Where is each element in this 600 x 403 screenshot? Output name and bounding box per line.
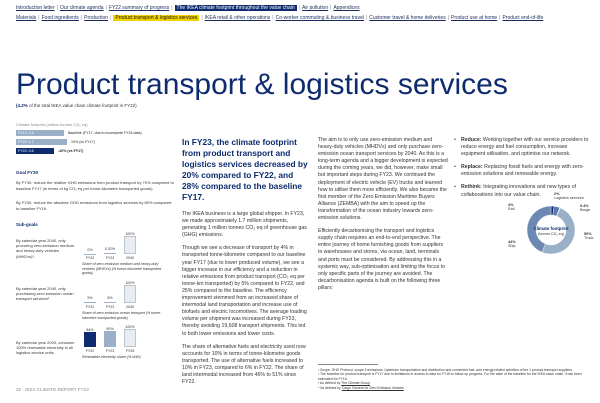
mini-bar bbox=[104, 302, 116, 304]
nav-separator: | bbox=[80, 15, 83, 21]
text-column-3 bbox=[318, 137, 448, 298]
footprint-bar-label: FY22: 0.6 bbox=[18, 148, 34, 153]
footnote-2: ² The baseline for product transport is FY17 due to limitations in access to data for FY16 to follow up progress. For the sake of the baseline for the IKEA value chain, it has been estimated for FY16. bbox=[318, 372, 582, 381]
donut-center-title: Climate footprint bbox=[533, 226, 569, 231]
footprint-bar-note: Baseline (FY17, due to incomplete FY16 data) bbox=[68, 130, 142, 135]
footnote-prefix: ³ As defined by bbox=[318, 381, 342, 386]
footnote-1: ¹ Scope: GHG Protocol, scope 3 emissions: Upstream transportation and distribution and connected fuel- and energy-related activities of tier 1 product transport suppliers. bbox=[318, 368, 573, 372]
donut-label-rail bbox=[508, 203, 515, 212]
subgoal-caption-3: Renewable electricity share (% kWh) bbox=[82, 355, 141, 359]
nav-separator: | bbox=[298, 5, 300, 11]
goal-text-2: By FY30, reduce the absolute GHG emissions from logistics services by 80% compared to baseline FY19. bbox=[16, 200, 172, 211]
goal-heading: Goal FY30 bbox=[16, 170, 39, 175]
footprint-bar bbox=[16, 148, 54, 154]
donut-label-ship bbox=[508, 240, 516, 249]
lead-paragraph: In FY23, the climate footprint from product transport and logistics services decreased by 20% compared to FY22, and 28% compared to the baseline FY17. bbox=[182, 137, 308, 202]
sub-nav-link[interactable]: Co-worker commuting & business travel bbox=[275, 15, 364, 21]
nav-separator: | bbox=[171, 5, 173, 11]
subgoal-text-3: By calendar year 2025, consume 100% renewable electricity in all logistics service units. bbox=[16, 340, 75, 356]
sub-nav-link[interactable]: Production bbox=[84, 15, 109, 21]
mini-value: 100% bbox=[125, 325, 135, 329]
mini-category: FY22 bbox=[85, 349, 95, 353]
link-cozev[interactable]: Cargo Owners for Zero Emission Vessels bbox=[341, 385, 404, 390]
footprint-row-fy23 bbox=[16, 148, 176, 155]
nav-separator: | bbox=[447, 15, 450, 21]
top-nav-link[interactable]: Appendices bbox=[333, 5, 360, 11]
mini-bar bbox=[104, 331, 116, 347]
donut-center-subtitle: (tonnes CO₂ eq) bbox=[538, 232, 564, 236]
body-paragraph: Though we see a decrease of transport by 4% in transported tonne-kilometre compared to our baseline year FY17 (due to lower produced volume), we see a bigger increase in our efficiency and a reduction in relative emissions from product transport (CO₂ eq per tonne-km transported) by 5% compared to FY22, and 25% compared to the baseline. The efficiency improvement stemmed from an increased share of intermodal land transportation and increase use of biofuels and electric locomotives. The average loading volume per shipment was increased during FY23, thereby avoiding 19,608 transport shipments. This led to both lower emissions and lower costs. bbox=[182, 245, 307, 337]
pillar-title: Reduce: bbox=[461, 137, 482, 143]
nav-separator: | bbox=[499, 15, 501, 21]
subgoal-caption-2: Share of zero-emission ocean transport (% tonne-kilometre transported goods) bbox=[82, 311, 162, 320]
mini-value: 100% bbox=[125, 232, 135, 236]
sub-nav-link[interactable]: Product end-of-life bbox=[502, 15, 544, 21]
top-nav-link[interactable]: Air pollution bbox=[301, 5, 329, 11]
mini-value: 8% bbox=[107, 296, 113, 300]
sub-navigation bbox=[16, 14, 596, 22]
nav-separator: | bbox=[365, 15, 368, 21]
footprint-bar-note: -20% (vs FY17) bbox=[58, 148, 84, 153]
footnote-4 bbox=[318, 386, 594, 390]
nav-separator: | bbox=[105, 5, 107, 11]
top-nav-link[interactable]: Our climate agenda bbox=[59, 5, 104, 11]
subgoal-caption-1: Share of zero-emission medium and heavy-duty vehicles (MHDVs) (% tonne-kilometre transported goods) bbox=[82, 262, 162, 276]
mini-category: FY23 bbox=[105, 349, 115, 353]
subtitle-percentage: (4.2% bbox=[16, 103, 28, 108]
footprint-row-fy22 bbox=[16, 139, 176, 146]
footprint-bar bbox=[16, 130, 64, 136]
donut-label-name: Truck bbox=[584, 236, 594, 241]
nav-separator: | bbox=[330, 5, 332, 11]
footprint-bar-label: FY17: 1.6 bbox=[18, 130, 34, 135]
nav-separator: | bbox=[56, 5, 58, 11]
donut-label-pct: 50% bbox=[584, 232, 592, 236]
main-column bbox=[182, 137, 310, 392]
donut-label-pct: 44% bbox=[508, 240, 516, 244]
pillar-title: Rethink: bbox=[461, 184, 482, 191]
donut-label-logistics bbox=[554, 192, 584, 201]
footprint-bar bbox=[16, 139, 67, 145]
mini-bar bbox=[124, 329, 136, 347]
pillar-text: Working together with our service providers to reduce energy and fuel consumption, increase equipment utilisation, and optimise our network. bbox=[461, 137, 589, 158]
footprint-row-fy17 bbox=[16, 130, 176, 137]
mini-value: 100% bbox=[125, 281, 135, 285]
mini-bar bbox=[124, 236, 136, 254]
nav-separator: | bbox=[110, 15, 112, 21]
top-nav-link[interactable]: Introduction letter bbox=[16, 5, 55, 11]
pillar-text: Integrating innovations and new types of collaborations into our value chain. bbox=[461, 184, 577, 198]
donut-label-barge bbox=[580, 204, 590, 213]
donut-label-truck bbox=[584, 232, 593, 241]
footprint-bar-chart bbox=[16, 130, 176, 157]
mini-bar bbox=[84, 302, 96, 303]
donut-label-pct: 2% bbox=[554, 192, 560, 196]
page-subtitle bbox=[16, 103, 137, 108]
mini-category: FY23 bbox=[105, 305, 115, 309]
sub-nav-link[interactable]: Customer travel & home deliveries bbox=[369, 15, 446, 21]
subgoal-text-1: By calendar year 2040, only procuring zero-emission medium and heavy-duty vehicles (MHDVs)¹. bbox=[16, 238, 75, 259]
pillar-reduce bbox=[454, 137, 589, 158]
donut-svg bbox=[506, 190, 596, 268]
sub-nav-link[interactable]: IKEA retail & other operations bbox=[204, 15, 271, 21]
top-nav-link[interactable]: FY22 summary of progress bbox=[108, 5, 170, 11]
footprint-chart-heading: Climate footprint (million tonnes CO₂ eq) bbox=[16, 122, 88, 127]
link-climate-group[interactable]: The Climate Group bbox=[341, 381, 370, 386]
footnotes bbox=[318, 368, 594, 390]
subgoal-chart-2 bbox=[82, 281, 152, 309]
footprint-bar-label: FY22: 1.7 bbox=[18, 139, 34, 144]
mini-value: 0.32% bbox=[104, 247, 116, 251]
footnote-prefix: ⁴ As defined by bbox=[318, 385, 342, 390]
body-paragraph: The IKEA business is a large global shipper. In FY23, we made approximately 1.7 million shipments, generating 1 million tonnes CO₂ eq of greenhouse gas (GHG) emissions. bbox=[182, 211, 307, 239]
mini-bar bbox=[84, 254, 96, 255]
mini-value: 90% bbox=[106, 327, 114, 331]
footprint-donut-chart bbox=[506, 190, 596, 268]
footprint-bar-note: 10% (vs FY17) bbox=[71, 139, 95, 144]
subgoals-heading: Sub-goals bbox=[16, 222, 38, 227]
pillar-text: Replacing fossil fuels and energy with zero-emission solutions and renewable energy. bbox=[461, 164, 585, 178]
goal-text-1: By FY30, reduce the relative GHG emissions from product transport by 70% compared to baseline FY17 (in terms of kg CO₂ eq per tonne-kilometre transported goods). bbox=[16, 180, 174, 191]
page-footer: 32 · IKEA CLIMATE REPORT FY23 bbox=[16, 387, 89, 392]
mini-value: 0% bbox=[87, 248, 93, 252]
body-paragraph: Efficiently decarbonising the transport and logistics supply chain requires an end-to-end perspective. The entire journey of home furnishing goods from suppliers to warehouses and stores, via ocean, land, terminals and ports must be considered. By addressing this in a systemic way, sub-optimisation and limiting the focus to only specific parts of the journey are avoided. The decarbonisation agenda is built on the following three pillars: bbox=[318, 228, 446, 291]
subgoal-chart-1 bbox=[82, 232, 152, 260]
sub-nav-link[interactable]: Materials bbox=[16, 15, 37, 21]
mini-bar bbox=[84, 332, 96, 347]
mini-category: FY22 bbox=[85, 305, 95, 309]
mini-category: FY22 bbox=[85, 256, 95, 260]
body-paragraph: The aim is to only use zero-emission medium and heavy-duty vehicles (MHDVs) and only purchase zero-emission ocean transport services by 2040. As this is a long-term agenda and a bigger development is expected during the coming years, we did, however, make small but important steps during FY23. We continued the deployment of electric vehicle (EV) trucks and learned how to utilise them more efficiently. We also became the first member of the Zero Emission Maritime Buyers Alliance (ZEMBA) with the aim to speed up the transformation of the ocean industry towards zero-emission solutions. bbox=[318, 137, 448, 222]
mini-bar bbox=[124, 285, 136, 303]
mini-category: 2040 bbox=[126, 305, 134, 309]
mini-category: 2040 bbox=[126, 256, 134, 260]
mini-value: 5% bbox=[87, 296, 93, 300]
subgoal-text-2: By calendar year 2040, only purchasing zero-emission ocean transport services². bbox=[16, 286, 74, 302]
donut-label-name: Rail bbox=[508, 207, 515, 212]
body-paragraph: The share of alternative fuels and electricity used now accounts for 10% in terms of tonne-kilometre goods transported. The use of alternative fuels increased to 10% in FY23, compared to 6% in FY22. The share of land intermodal increased from 46% to 51% since FY22. bbox=[182, 343, 306, 386]
donut-label-pct: 0.4% bbox=[580, 204, 589, 208]
nav-separator: | bbox=[38, 15, 40, 21]
sub-nav-link[interactable]: Product use at home bbox=[451, 15, 498, 21]
sub-nav-link[interactable]: Food ingredients bbox=[41, 15, 79, 21]
mini-category: FY23 bbox=[105, 256, 115, 260]
top-navigation bbox=[16, 4, 596, 12]
donut-label-pct: 4% bbox=[508, 203, 514, 207]
pillar-title: Replace: bbox=[461, 164, 483, 171]
subtitle-text: of the total IKEA value chain climate footprint in FY22) bbox=[27, 103, 137, 108]
pillar-replace bbox=[454, 164, 589, 178]
donut-label-name: Ship bbox=[508, 244, 516, 249]
donut-label-name: Logistics services bbox=[554, 196, 584, 201]
mini-value: 84% bbox=[86, 328, 94, 332]
subgoal-chart-3 bbox=[82, 325, 152, 353]
mini-category: FY25 bbox=[125, 349, 135, 353]
top-nav-link[interactable]: The IKEA climate footprint throughout the value chain bbox=[176, 5, 295, 11]
nav-separator: | bbox=[272, 15, 274, 21]
page-title: Product transport & logistics services bbox=[16, 68, 508, 101]
nav-separator: | bbox=[201, 15, 203, 21]
sub-nav-link[interactable]: Product transport & logistics services bbox=[115, 15, 198, 21]
footnote-divider bbox=[318, 364, 378, 365]
donut-label-name: Barge bbox=[580, 208, 591, 213]
mini-bar bbox=[104, 253, 116, 254]
